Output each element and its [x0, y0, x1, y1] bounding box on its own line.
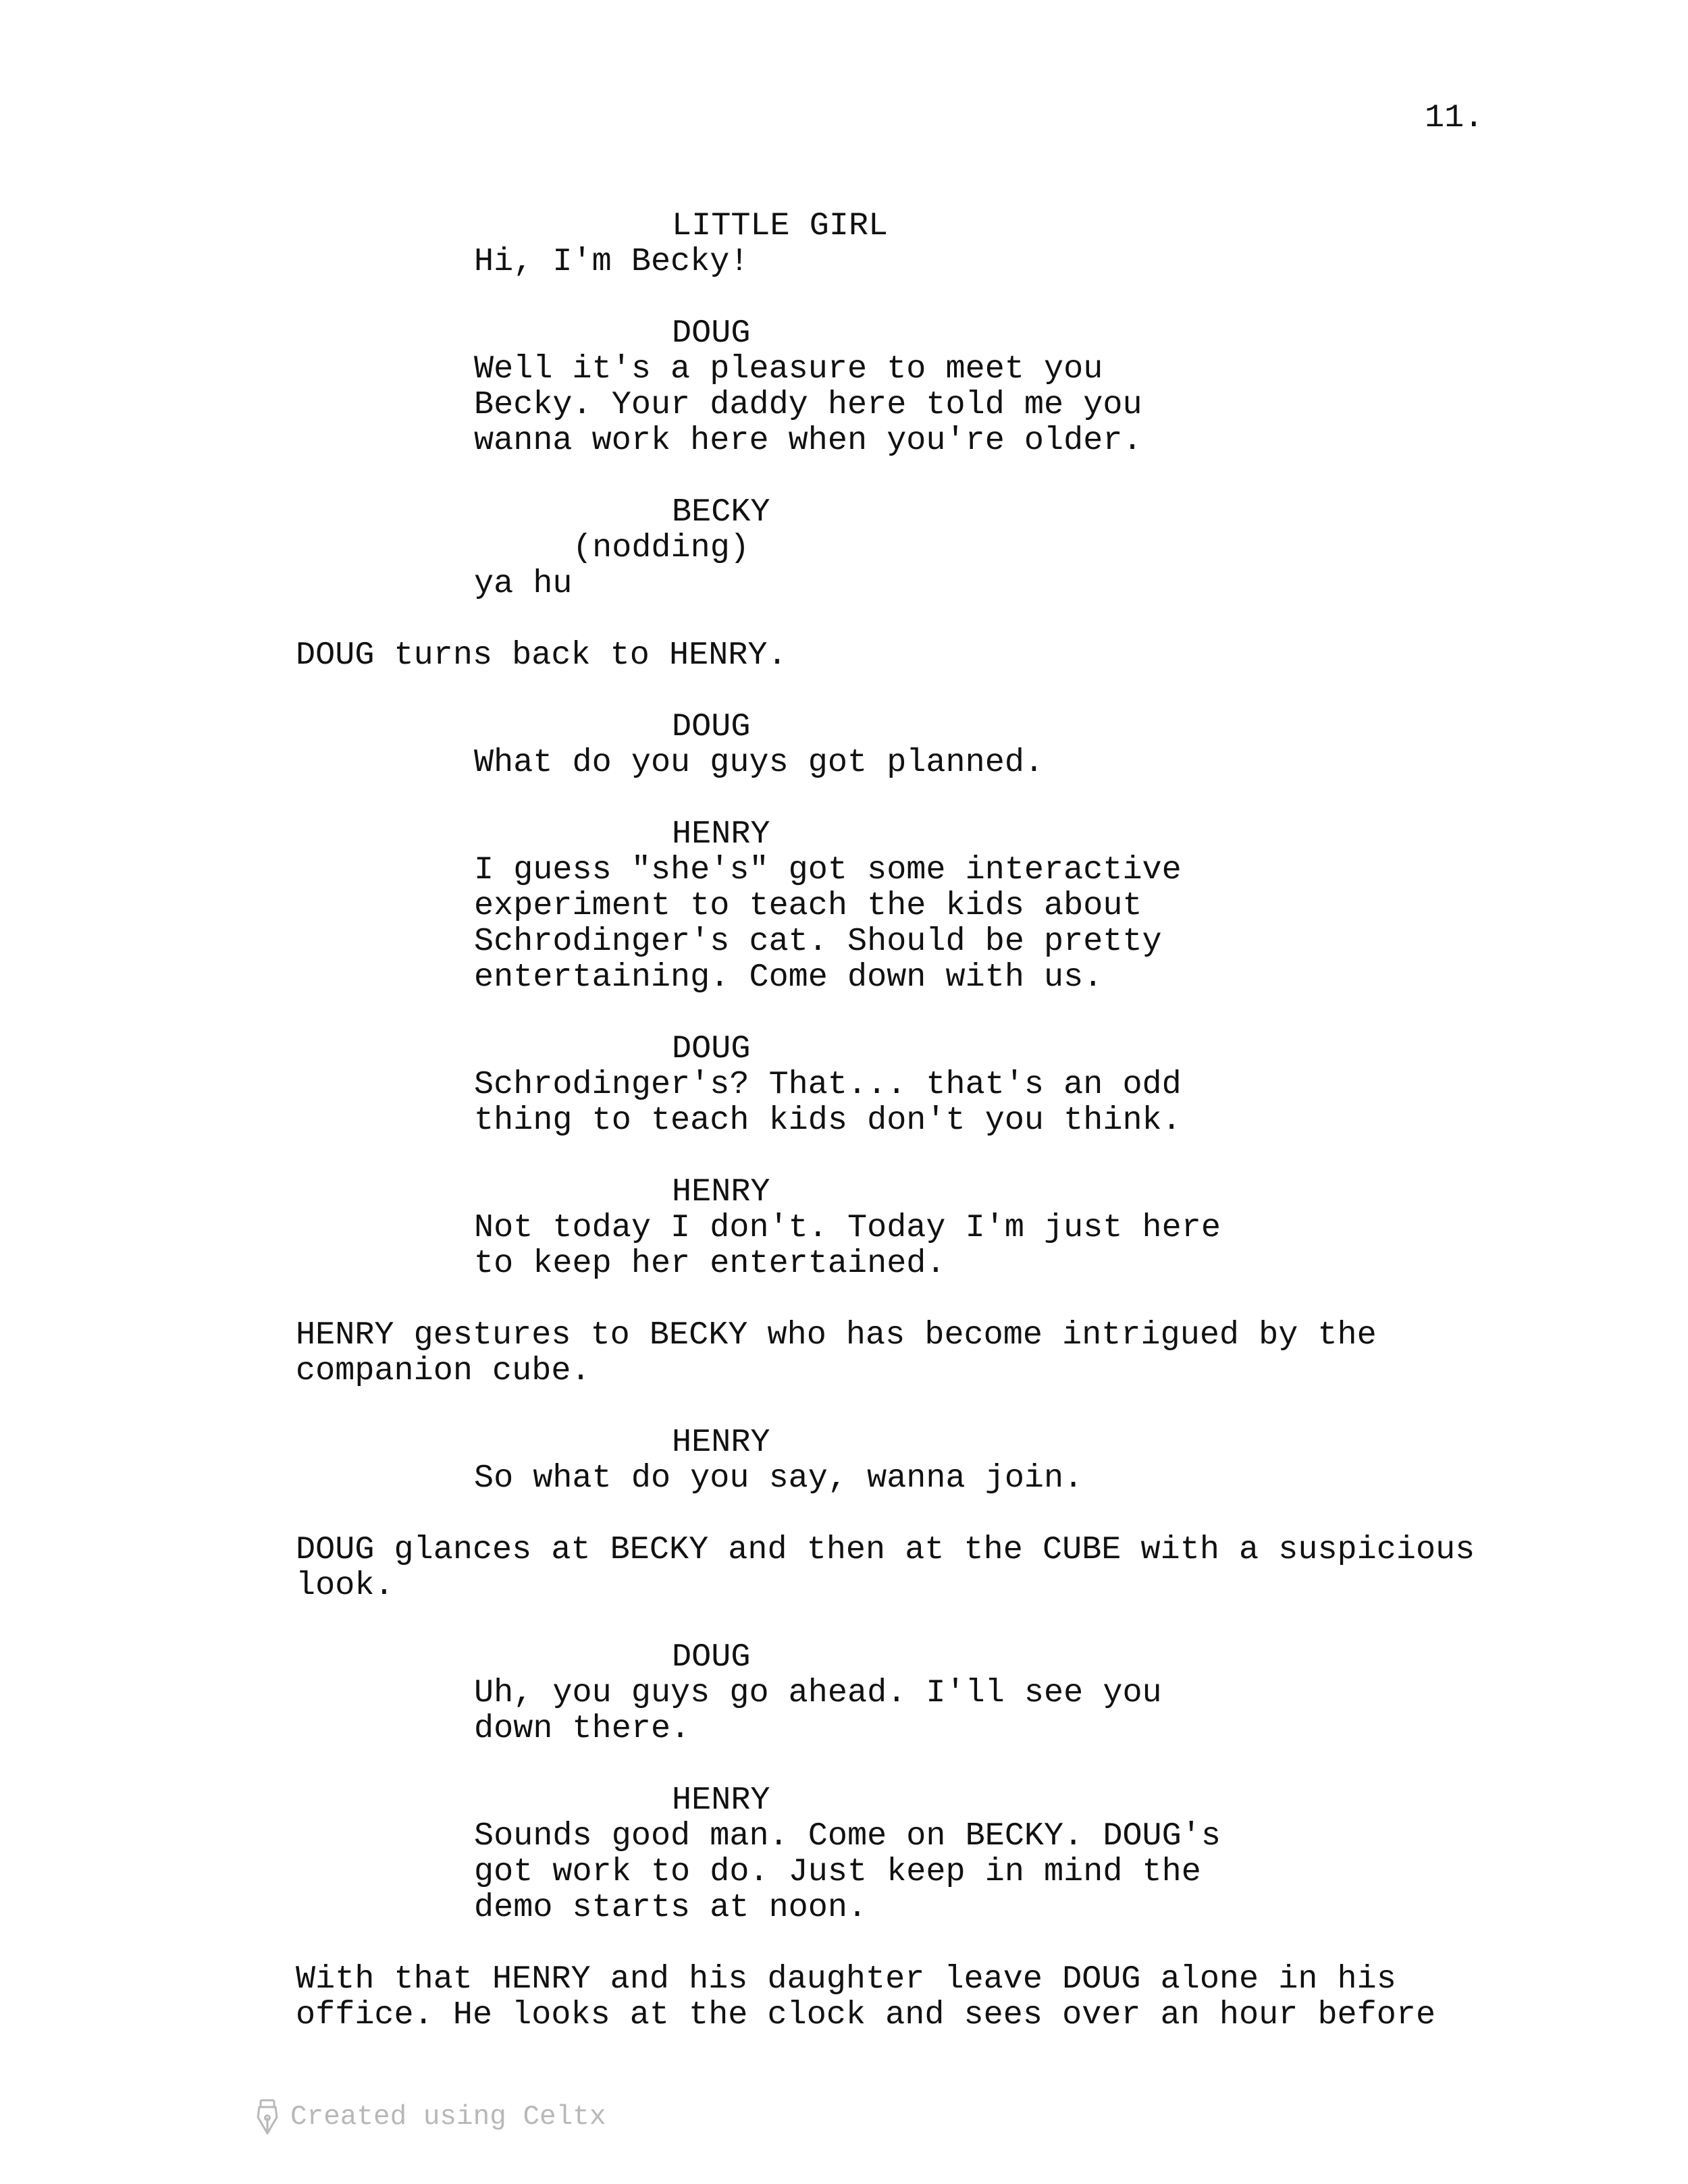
dialogue-line: Not today I don't. Today I'm just here [474, 1209, 1221, 1246]
character-name: HENRY [672, 816, 770, 853]
character-name: HENRY [672, 1424, 770, 1461]
pen-nib-icon [254, 2098, 281, 2136]
action-line: With that HENRY and his daughter leave DOUG alone in his [296, 1961, 1396, 1998]
parenthetical: (nodding) [573, 529, 749, 566]
dialogue-line: down there. [474, 1710, 691, 1747]
dialogue-line: Sounds good man. Come on BECKY. DOUG's [474, 1817, 1221, 1855]
dialogue-line: wanna work here when you're older. [474, 422, 1142, 459]
dialogue-line: demo starts at noon. [474, 1889, 868, 1926]
footer-text: Created using Celtx [290, 2101, 606, 2133]
character-name: BECKY [672, 494, 770, 531]
character-name: DOUG [672, 1030, 751, 1067]
dialogue-line: thing to teach kids don't you think. [474, 1102, 1182, 1139]
character-name: HENRY [672, 1782, 770, 1819]
dialogue-line: What do you guys got planned. [474, 744, 1045, 781]
dialogue-line: to keep her entertained. [474, 1245, 946, 1282]
action-line: DOUG glances at BECKY and then at the CUBE with a suspicious [296, 1531, 1475, 1568]
dialogue-line: experiment to teach the kids about [474, 887, 1142, 924]
dialogue-line: ya hu [474, 565, 573, 602]
character-name: DOUG [672, 1639, 751, 1676]
dialogue-line: So what do you say, wanna join. [474, 1460, 1084, 1497]
dialogue-line: Schrodinger's cat. Should be pretty [474, 923, 1162, 960]
character-name: DOUG [672, 708, 751, 745]
dialogue-line: Schrodinger's? That... that's an odd [474, 1066, 1182, 1103]
dialogue-line: got work to do. Just keep in mind the [474, 1853, 1201, 1890]
character-name: HENRY [672, 1173, 770, 1210]
action-line: office. He looks at the clock and sees over an hour before [296, 1996, 1436, 2033]
action-line: look. [296, 1567, 394, 1604]
action-line: HENRY gestures to BECKY who has become intrigued by the [296, 1316, 1377, 1354]
dialogue-line: Hi, I'm Becky! [474, 243, 749, 280]
footer [254, 2098, 606, 2136]
dialogue-line: Uh, you guys go ahead. I'll see you [474, 1674, 1162, 1711]
dialogue-line: entertaining. Come down with us. [474, 959, 1103, 996]
action-line: companion cube. [296, 1352, 591, 1389]
page-number: 11. [1425, 99, 1484, 136]
dialogue-line: I guess "she's" got some interactive [474, 851, 1182, 888]
action-line: DOUG turns back to HENRY. [296, 637, 787, 674]
character-name: DOUG [672, 315, 751, 352]
dialogue-line: Becky. Your daddy here told me you [474, 386, 1142, 423]
character-name: LITTLE GIRL [672, 207, 889, 244]
dialogue-line: Well it's a pleasure to meet you [474, 350, 1103, 388]
